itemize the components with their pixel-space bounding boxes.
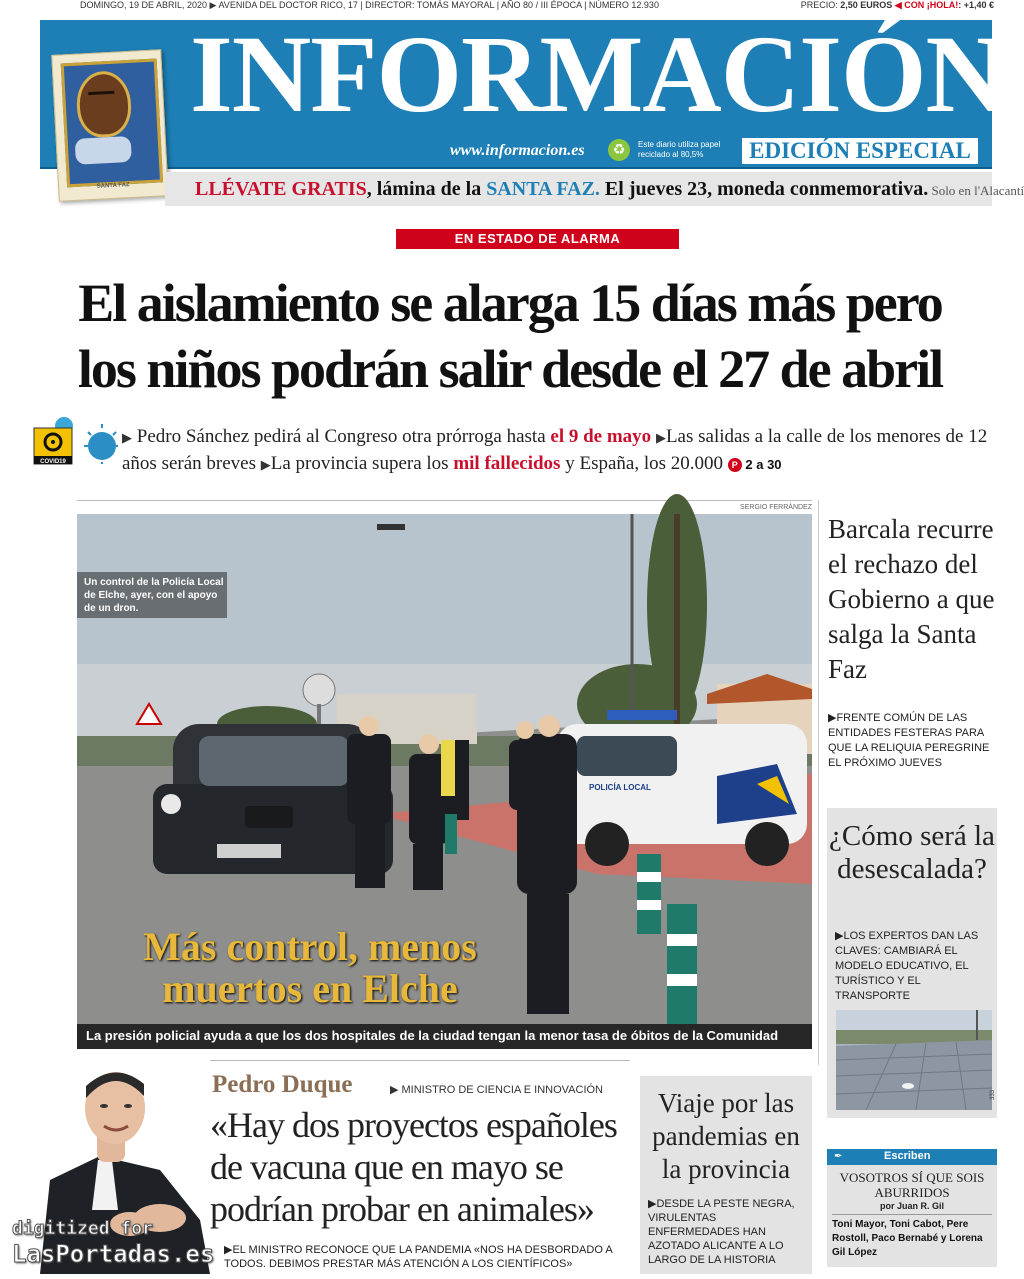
- subhead-3-deaths: mil fallecidos: [453, 453, 561, 474]
- interview-quote-headline[interactable]: «Hay dos proyectos españoles de vacuna que en mayo se podrían probar en animales»: [210, 1105, 617, 1229]
- price-mid: ◀ CON: [892, 0, 927, 10]
- arrow-icon: ▶: [655, 430, 666, 445]
- price-line: [801, 0, 994, 14]
- photo-headline-line-2: muertos en Elche: [162, 966, 458, 1011]
- section-label-alarm: EN ESTADO DE ALARMA: [396, 229, 679, 249]
- pandemias-subhead: ▶DESDE LA PESTE NEGRA, VIRULENTAS ENFERMEDADES HAN AZOTADO ALICANTE A LO LARGO DE LA HISTORIA: [648, 1198, 795, 1266]
- site-url-link[interactable]: www.informacion.es: [450, 142, 585, 159]
- arrow-icon: ▶: [122, 430, 132, 445]
- edition-label: EDICIÓN ESPECIAL: [742, 138, 978, 164]
- subhead-2: Las salidas a la calle de los menores de 12 años serán breves: [122, 426, 988, 474]
- police-car-text: POLICÍA LOCAL: [589, 783, 651, 792]
- escriben-title[interactable]: VOSOTROS SÍ QUE SOIS ABURRIDOS: [839, 1170, 985, 1200]
- photo-headline[interactable]: [90, 926, 530, 1010]
- price-value: 2,50 EUROS: [840, 0, 893, 10]
- column-divider: [818, 500, 819, 1065]
- interviewee-role: ▶ MINISTRO DE CIENCIA E INNOVACIÓN: [390, 1084, 604, 1096]
- covid-label: COVID19: [40, 459, 66, 465]
- promo-note: Solo en l'Alacantí: [928, 183, 1024, 198]
- photo-dek: La presión policial ayuda a que los dos hospitales de la ciudad tengan la menor tasa de óbitos de la Comunidad: [86, 1028, 779, 1043]
- santa-faz-card-image[interactable]: [51, 49, 169, 202]
- interviewee-name: Pedro Duque: [212, 1071, 353, 1098]
- empty-promenade-photo: [836, 1010, 992, 1110]
- recycle-icon: ♻: [608, 139, 630, 161]
- photo-caption: Un control de la Policía Local de Elche, ayer, con el apoyo de un dron.: [84, 577, 224, 614]
- pandemias-headline[interactable]: Viaje por las pandemias en la provincia: [652, 1088, 800, 1184]
- promo-coin: El jueves 23, moneda conmemorativa.: [599, 178, 929, 200]
- headline-line-2: los niños podrán salir desde el 27 de abril: [77, 339, 943, 399]
- escriben-label: Escriben: [884, 1150, 931, 1162]
- hola-label: ¡HOLA!: [926, 0, 959, 10]
- dateline: DOMINGO, 19 DE ABRIL, 2020 ▶ AVENIDA DEL DOCTOR RICO, 17 | DIRECTOR: TOMÁS MAYORAL | AÑO 80 / III ÉPOCA | NÚMERO 12.930: [80, 0, 659, 10]
- barcala-subhead: ▶FRENTE COMÚN DE LAS ENTIDADES FESTERAS PARA QUE LA RELIQUIA PEREGRINE EL PRÓXIMO JUEVES: [828, 712, 990, 769]
- promo-text: , lámina de la: [366, 178, 487, 200]
- escriben-byline: por Juan R. Gil: [879, 1201, 944, 1211]
- subhead-1a: Pedro Sánchez pedirá al Congreso otra prórroga hasta: [136, 426, 551, 447]
- subheads: [122, 424, 992, 478]
- main-headline[interactable]: [20, 270, 1000, 402]
- photo-headline-line-1: Más control, menos: [143, 924, 477, 969]
- promo-santa-faz: SANTA FAZ.: [486, 178, 600, 200]
- desescalada-photo-credit: 333: [990, 1089, 997, 1101]
- watermark-line-2: LasPortadas.es: [12, 1240, 215, 1268]
- headline-line-1: El aislamiento se alarga 15 días más pero: [78, 273, 942, 333]
- subhead-3c: y España, los 20.000: [560, 453, 724, 474]
- covid-virus-icon: [28, 408, 118, 468]
- photo-credit: SERGIO FERRÁNDEZ: [740, 504, 812, 511]
- subhead-3a: La provincia supera los: [270, 453, 454, 474]
- escriben-divider: [832, 1214, 992, 1215]
- hola-price: : +1,40 €: [958, 0, 994, 10]
- subhead-1-date: el 9 de mayo: [550, 426, 652, 447]
- desescalada-headline[interactable]: ¿Cómo será la desescalada?: [829, 820, 995, 885]
- newspaper-logo[interactable]: INFORMACIÓN: [190, 13, 1004, 135]
- pen-icon: ✒: [834, 1151, 843, 1162]
- page-ref-icon: P: [728, 458, 742, 472]
- masthead-divider: [40, 167, 992, 169]
- face-eyes: [88, 91, 114, 100]
- page-reference[interactable]: [728, 457, 782, 472]
- angels-icon: [75, 136, 132, 165]
- interview-subhead: ▶EL MINISTRO RECONOCE QUE LA PANDEMIA «NOS HA DESBORDADO A TODOS. DEBIMOS PRESTAR MÁS ATENCIÓN A LOS CIENTÍFICOS»: [224, 1244, 613, 1270]
- desescalada-subhead: ▶LOS EXPERTOS DAN LAS CLAVES: CAMBIARÁ EL MODELO EDUCATIVO, EL TURÍSTICO Y EL TRANSPORTE: [835, 930, 979, 1002]
- price-prefix: PRECIO:: [800, 0, 841, 10]
- barcala-headline[interactable]: Barcala recurre el rechazo del Gobierno a que salga la Santa Faz: [828, 514, 995, 684]
- section-divider: [77, 500, 812, 501]
- escriben-authors: Toni Mayor, Toni Cabot, Pere Rostoll, Paco Bernabé y Lorena Gil López: [832, 1219, 983, 1258]
- arrow-icon: ▶: [260, 457, 271, 472]
- page-ref-text: 2 a 30: [745, 457, 782, 472]
- watermark-line-1: digitized for: [12, 1218, 153, 1239]
- promo-free: LLÉVATE GRATIS: [195, 178, 367, 200]
- saint-card-caption: SANTA FAZ: [96, 182, 130, 190]
- promo-bar[interactable]: [165, 172, 1024, 206]
- recycle-note: Este diario utiliza papel reciclado al 80,5%: [638, 140, 721, 159]
